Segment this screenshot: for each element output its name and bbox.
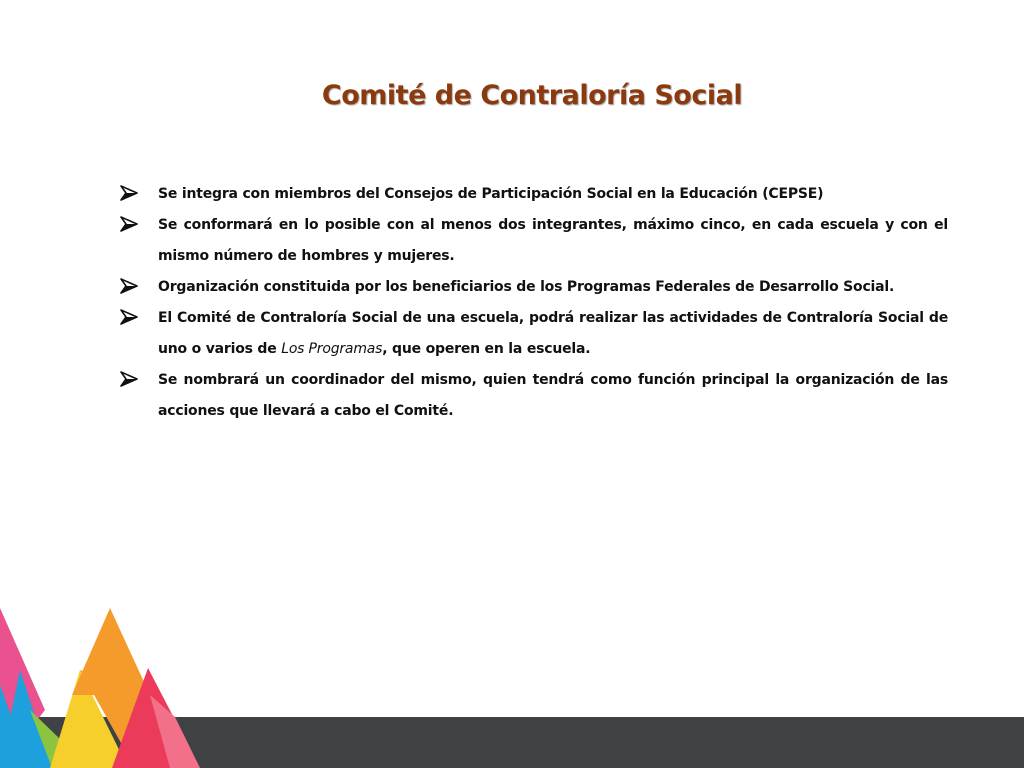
bullet-run: Se integra con miembros del Consejos de Participación Social en la Educación (CEPSE) xyxy=(158,186,824,202)
bullet-text xyxy=(158,186,823,202)
bullet-text xyxy=(158,310,948,357)
bullet-run: Se nombrará un coordinador del mismo, quien tendrá como función principal la organización de las acciones que llevará a cabo el Comité. xyxy=(158,372,948,419)
arrowhead-bullet-icon xyxy=(120,184,138,202)
bullet-run: , que operen en la escuela. xyxy=(382,341,591,357)
bullet-item xyxy=(120,303,948,365)
arrowhead-bullet-icon xyxy=(120,215,138,233)
bullet-text xyxy=(158,372,948,419)
bullet-text xyxy=(158,217,948,264)
arrowhead-bullet-icon xyxy=(120,277,138,295)
arrowhead-bullet-icon xyxy=(120,308,138,326)
arrowhead-bullet-icon xyxy=(120,370,138,388)
bullet-list xyxy=(120,179,948,427)
bullet-item xyxy=(120,272,948,303)
geometric-triangles-decoration xyxy=(0,600,220,768)
bullet-run: Se conformará en lo posible con al menos dos integrantes, máximo cinco, en cada escuela y con el mismo número de hombres y mujeres. xyxy=(158,217,948,264)
slide-title: Comité de Contraloría Social xyxy=(321,80,743,111)
bullet-run: El Comité de Contraloría Social de una escuela, podrá realizar las actividades de Contraloría Social de uno o varios de xyxy=(158,310,948,357)
bullet-item xyxy=(120,179,948,210)
bullet-item xyxy=(120,210,948,272)
bullet-item xyxy=(120,365,948,427)
bullet-run: Organización constituida por los beneficiarios de los Programas Federales de Desarrollo Social. xyxy=(158,279,895,295)
bullet-emphasis: Los Programas xyxy=(281,341,383,357)
bullet-text xyxy=(158,279,894,295)
